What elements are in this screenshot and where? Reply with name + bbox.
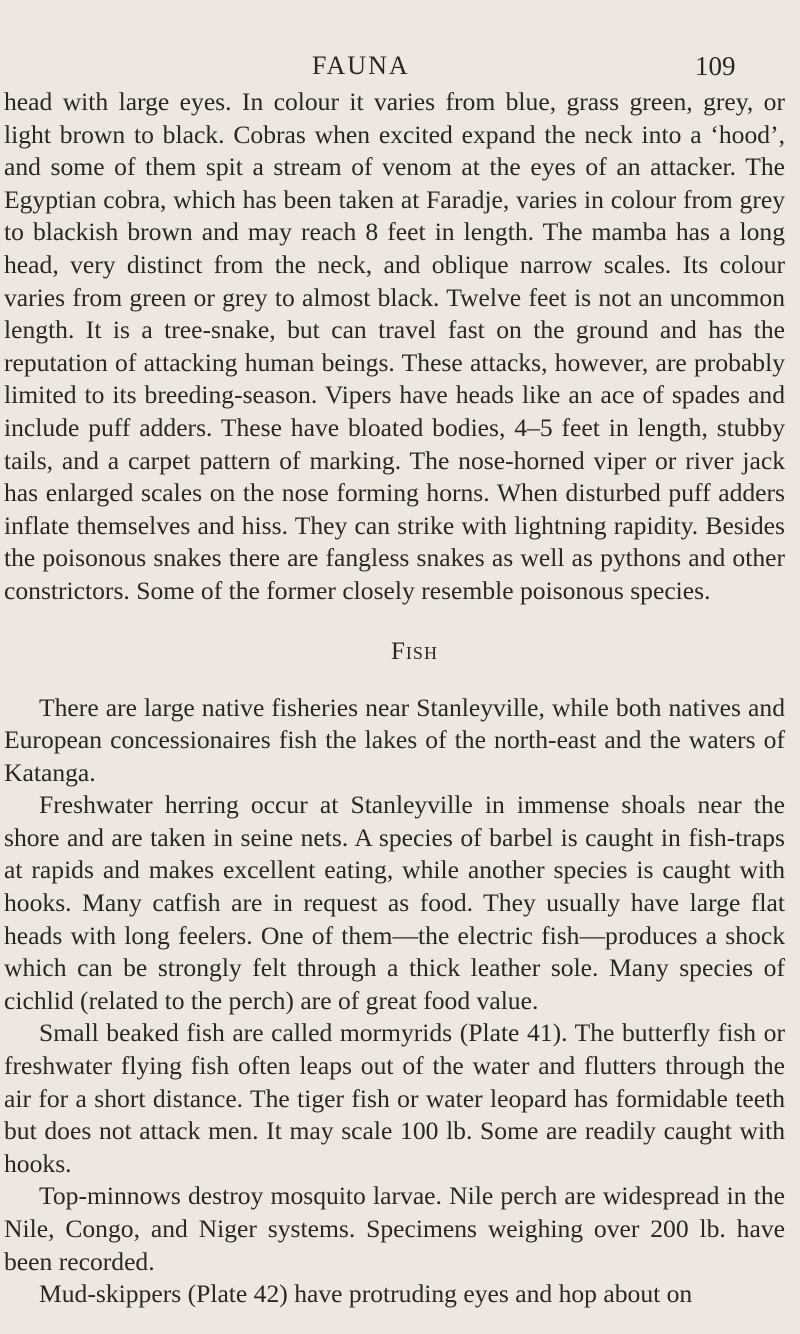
paragraph: Top-minnows destroy mosquito larvae. Nile perch are widespread in the Nile, Congo, and Niger systems. Specimens weighing over 200 lb. have been recorded. xyxy=(4,1181,785,1276)
running-title: FAUNA xyxy=(312,51,410,80)
running-head xyxy=(0,50,800,90)
paragraph: There are large native fisheries near Stanleyville, while both natives and European concessionaires fish the lakes of the north-east and the waters of Katanga. xyxy=(4,692,785,787)
paragraph: Freshwater herring occur at Stanleyville in immense shoals near the shore and are taken in seine nets. A species of barbel is caught in fish-traps at rapids and makes excellent eating, while another species is caught with hooks. Many catfish are in request as food. They usually have large flat heads with long feelers. One of them—the electric fish—produces a shock which can be strongly felt through a thick leather sole. Many species of cichlid (related to the perch) are of great food value. xyxy=(4,790,785,1015)
section-heading xyxy=(4,636,785,668)
page-number: 109 xyxy=(695,51,736,81)
paragraph: Mud-skippers (Plate 42) have protruding eyes and hop about on xyxy=(39,1279,693,1309)
section-heading-text: Fish xyxy=(391,637,438,665)
paragraph: head with large eyes. In colour it varies from blue, grass green, grey, or light brown to black. Cobras when excited expand the neck into a ‘hood’, and some of them spit a stream of venom at the eyes of an attacker. The Egyptian cobra, which has been taken at Faradje, varies in colour from grey to blackish brown and may reach 8 feet in length. The mamba has a long head, very distinct from the neck, and oblique narrow scales. Its colour varies from green or grey to almost black. Twelve feet is not an uncommon length. It is a tree-snake, but can travel fast on the ground and has the reputation of attacking human beings. These attacks, however, are probably limited to its breeding-season. Vipers have heads like an ace of spades and include puff adders. These have bloated bodies, 4–5 feet in length, stubby tails, and a carpet pattern of marking. The nose-horned viper or river jack has enlarged scales on the nose forming horns. When disturbed puff adders inflate themselves and hiss. They can strike with lightning rapidity. Besides the poisonous snakes there are fangless snakes as well as pythons and other constrictors. Some of the former closely resemble poisonous species. xyxy=(4,87,785,605)
paragraph: Small beaked fish are called mormyrids (Plate 41). The butterfly fish or freshwater flying fish often leaps out of the water and flutters through the air for a short distance. The tiger fish or water leopard has formidable teeth but does not attack men. It may scale 100 lb. Some are readily caught with hooks. xyxy=(4,1018,785,1178)
body-text xyxy=(4,86,785,1311)
